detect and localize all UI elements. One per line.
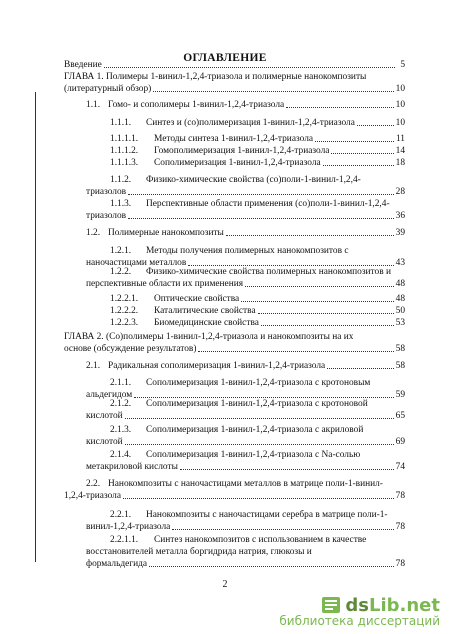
toc-entry-number: 2.1.1. — [110, 378, 132, 388]
watermark — [279, 594, 440, 628]
toc-entry-text — [64, 59, 102, 71]
toc-entry-text — [110, 305, 256, 317]
toc-entry-title: Нанокомпозиты с наночастицами серебра в матрице поли-1- — [146, 510, 388, 520]
toc-entry-text — [110, 245, 349, 257]
toc-entry-title: Методы синтеза 1-винил-1,2,4-триазола — [154, 134, 314, 144]
toc-entry-text — [110, 398, 368, 410]
toc-entry — [110, 449, 405, 461]
toc-entry — [110, 424, 405, 436]
toc-entry-number: 2.2. — [86, 479, 101, 489]
toc-entry-number: 1.1.2. — [110, 175, 132, 185]
toc-leader-dots — [261, 325, 394, 326]
toc-entry-text — [86, 99, 284, 111]
toc-leader-dots — [149, 566, 394, 567]
toc-entry-title: Физико-химические свойства (со)поли-1-винил-1,2,4- — [146, 175, 361, 185]
margin-rule — [35, 92, 36, 562]
toc-entry-continuation — [86, 461, 405, 473]
toc-entry-title: Физико-химические свойства полимерных нанокомпозитов и — [146, 267, 392, 277]
toc-entry — [110, 133, 405, 145]
toc-entry-continuation-text: восстановителей металла боргидрида натрия, глюкозы и — [86, 547, 312, 557]
toc-entry-title: Радикальная сополимеризация 1-винил-1,2,4-триазола — [108, 361, 326, 371]
toc-leader-dots — [245, 286, 394, 287]
toc-entry-text — [110, 377, 370, 389]
toc-entry-title: Оптические свойства — [154, 294, 240, 304]
toc-entry-page: 53 — [395, 318, 405, 328]
toc-leader-dots — [323, 165, 394, 166]
toc-entry-page: 78 — [395, 491, 405, 501]
toc-entry-number: 1.2.2.2. — [110, 306, 139, 316]
toc-entry-continuation-text: триазолов — [86, 187, 127, 197]
toc-entry-title: Сополимеризация 1-винил-1,2,4-триазола с кротоновым — [146, 378, 371, 388]
toc-entry-continuation — [86, 210, 405, 222]
toc-entry-number: 1.1.3. — [110, 199, 132, 209]
toc-leader-dots — [172, 529, 393, 530]
toc-entry-continuation — [64, 490, 405, 502]
toc-entry-title: Сополимеризация 1-винил-1,2,4-триазола — [154, 158, 321, 168]
toc-entry-text — [110, 509, 388, 521]
watermark-logo — [320, 594, 440, 616]
toc-entry-continuation — [86, 558, 405, 570]
toc-entry-number: 2.1.2. — [110, 399, 132, 409]
toc-entry-page: 39 — [395, 228, 405, 238]
toc-entry-text — [86, 478, 383, 490]
toc-entry-text — [110, 317, 259, 329]
toc-leader-dots — [258, 313, 394, 314]
toc-entry — [110, 317, 405, 329]
toc-entry-page: 11 — [395, 134, 405, 144]
toc-entry-text — [110, 145, 329, 157]
toc-entry-page: 14 — [395, 146, 405, 156]
toc-entry — [110, 245, 405, 257]
toc-entry-continuation-text: основе (обсуждение результатов) — [64, 344, 197, 354]
toc-entry-continuation-text: 1,2,4-триазола — [64, 491, 122, 501]
toc-entry-text — [86, 227, 224, 239]
toc-entry — [110, 266, 405, 278]
toc-entry-number: 1.1.1.3. — [110, 158, 139, 168]
toc-leader-dots — [198, 351, 393, 352]
toc-entry-page: 10 — [395, 100, 405, 110]
toc-entry-page: 78 — [395, 559, 405, 569]
toc-entry-number: 2.1.3. — [110, 425, 132, 435]
toc-entry-page: 48 — [395, 294, 405, 304]
toc-entry-page: 58 — [395, 361, 405, 371]
toc-entry — [110, 293, 405, 305]
toc-entry-title: Перспективные области применения (со)поли-1-винил-1,2,4- — [146, 199, 390, 209]
toc-leader-dots — [123, 498, 394, 499]
toc-entry-page: 5 — [400, 60, 405, 70]
watermark-subtitle: библиотека диссертаций — [279, 614, 440, 628]
toc-entry-continuation — [86, 436, 405, 448]
toc-entry-continuation-text: перспективные области их применения — [86, 279, 244, 289]
toc-entry-title: Каталитические свойства — [154, 306, 256, 316]
toc-entry-number: 1.1. — [86, 100, 101, 110]
toc-entry-page: 18 — [395, 158, 405, 168]
toc-entry-text — [64, 331, 353, 343]
toc-entry-title: Методы получения полимерных нанокомпозитов с — [146, 246, 349, 256]
toc-entry-text — [64, 71, 366, 83]
toc-entry-page: 48 — [395, 279, 405, 289]
toc-entry — [110, 509, 405, 521]
toc-entry-text — [110, 174, 361, 186]
page-number: 2 — [222, 579, 228, 590]
toc-entry-title: Полимерные нанокомпозиты — [108, 228, 224, 238]
watermark-brand: dsLib.net — [345, 594, 440, 616]
toc-entry-continuation-text: кислотой — [86, 411, 123, 421]
toc-entry-number: 2.2.1.1. — [110, 535, 139, 545]
toc-leader-dots — [104, 67, 395, 68]
toc-entry-page: 10 — [395, 118, 405, 128]
toc-entry-text — [110, 424, 363, 436]
toc-entry — [110, 198, 405, 210]
toc-entry — [110, 157, 405, 169]
toc-entry — [64, 331, 405, 343]
toc-entry-page: 65 — [395, 411, 405, 421]
book-icon — [320, 594, 342, 616]
toc-entry — [86, 99, 405, 111]
toc-entry — [110, 534, 405, 546]
toc-entry-number: 2.1.4. — [110, 450, 132, 460]
toc-entry-page: 36 — [395, 211, 405, 221]
toc-entry-page: 50 — [395, 306, 405, 316]
toc-leader-dots — [226, 235, 394, 236]
toc-leader-dots — [128, 194, 394, 195]
toc-entry-continuation-text: формальдегида — [86, 559, 148, 569]
toc-entry — [110, 174, 405, 186]
toc-entry-text — [110, 293, 239, 305]
toc-entry-continuation — [86, 410, 405, 422]
toc-entry-text — [110, 534, 366, 546]
toc-entry-continuation — [64, 343, 405, 355]
toc-entry-number: 1.2.2.1. — [110, 294, 139, 304]
toc-leader-dots — [315, 141, 394, 142]
toc-entry-number: 1.2.2. — [110, 267, 132, 277]
toc-entry-continuation-text: альдегидом — [86, 390, 133, 400]
toc-entry-continuation-text: метакриловой кислоты — [86, 462, 178, 472]
toc-entry — [110, 398, 405, 410]
toc-entry-number: 2.1. — [86, 361, 101, 371]
toc-leader-dots — [180, 469, 394, 470]
toc-entry-number: 1.1.1. — [110, 118, 132, 128]
toc-leader-dots — [241, 301, 393, 302]
toc-leader-dots — [327, 368, 393, 369]
toc-entry-continuation-text: кислотой — [86, 437, 123, 447]
toc-entry-page: 74 — [395, 462, 405, 472]
toc-leader-dots — [125, 418, 394, 419]
toc-entry — [110, 377, 405, 389]
toc-entry-text — [110, 117, 355, 129]
toc-entry-continuation — [64, 83, 405, 95]
toc-leader-dots — [331, 153, 393, 154]
toc-entry-text — [110, 266, 391, 278]
toc-entry — [64, 71, 405, 83]
toc-entry — [86, 360, 405, 372]
toc-entry-page: 69 — [395, 437, 405, 447]
toc-entry-number: 1.2.2.3. — [110, 318, 139, 328]
toc-entry-title: Гомополимеризация 1-винил-1,2,4-триазола — [154, 146, 330, 156]
toc-entry-text — [110, 449, 360, 461]
toc-entry-text — [110, 198, 390, 210]
toc-entry — [64, 59, 405, 71]
toc-entry-number: 1.2.1. — [110, 246, 132, 256]
toc-leader-dots — [153, 91, 393, 92]
toc-entry-continuation — [86, 546, 312, 558]
toc-entry-page: 28 — [395, 187, 405, 197]
toc-leader-dots — [286, 107, 393, 108]
toc-entry-title: Гомо- и сополимеры 1-винил-1,2,4-триазола — [108, 100, 285, 110]
toc-title: ОГЛАВЛЕНИЕ — [183, 52, 267, 64]
toc-entry-continuation-text: наночастицами металлов — [86, 258, 187, 268]
toc-entry-title: Сополимеризация 1-винил-1,2,4-триазола с Na-солью — [146, 450, 361, 460]
toc-leader-dots — [125, 444, 394, 445]
toc-entry — [86, 227, 405, 239]
toc-entry-title: Синтез нанокомпозитов с использованием в качестве — [154, 535, 367, 545]
toc-entry-title: Биомедицинские свойства — [154, 318, 259, 328]
toc-entry-continuation — [86, 186, 405, 198]
toc-entry-page: 78 — [395, 522, 405, 532]
toc-entry-number: 1.1.1.1. — [110, 134, 139, 144]
toc-entry-continuation — [86, 278, 405, 290]
toc-leader-dots — [128, 218, 394, 219]
toc-entry — [110, 305, 405, 317]
toc-entry-number: 2.2.1. — [110, 510, 132, 520]
toc-entry-title: Нанокомпозиты с наночастицами металлов в матрице поли-1-винил- — [108, 479, 383, 489]
toc-entry-page: 10 — [395, 84, 405, 94]
toc-entry-title: Сополимеризация 1-винил-1,2,4-триазола с кротоновой — [146, 399, 368, 409]
toc-entry-page: 59 — [395, 390, 405, 400]
toc-entry — [86, 478, 405, 490]
toc-entry-page: 43 — [395, 258, 405, 268]
toc-entry — [110, 145, 405, 157]
toc-entry — [110, 117, 405, 129]
toc-entry-title: ГЛАВА 2. (Со)полимеры 1-винил-1,2,4-триазола и нанокомпозиты на их — [64, 332, 354, 342]
toc-entry-number: 1.1.1.2. — [110, 146, 139, 156]
toc-entry-text — [110, 157, 321, 169]
toc-entry-title: Введение — [64, 60, 102, 70]
toc-entry-continuation-text: триазолов — [86, 211, 127, 221]
toc-entry-continuation — [86, 521, 405, 533]
toc-entry-title: Синтез и (со)полимеризация 1-винил-1,2,4-триазола — [146, 118, 355, 128]
toc-entry-continuation-text: (литературный обзор) — [64, 84, 152, 94]
toc-entry-continuation-text: винил-1,2,4-триазола — [86, 522, 171, 532]
toc-entry-number: 1.2. — [86, 228, 101, 238]
toc-entry-text — [110, 133, 313, 145]
toc-entry-title: ГЛАВА 1. Полимеры 1-винил-1,2,4-триазола и полимерные нанокомпозиты — [64, 72, 367, 82]
toc-entry-text — [86, 360, 325, 372]
toc-entry-page: 58 — [395, 344, 405, 354]
toc-entry-title: Сополимеризация 1-винил-1,2,4-триазола с акриловой — [146, 425, 364, 435]
toc-leader-dots — [357, 125, 394, 126]
